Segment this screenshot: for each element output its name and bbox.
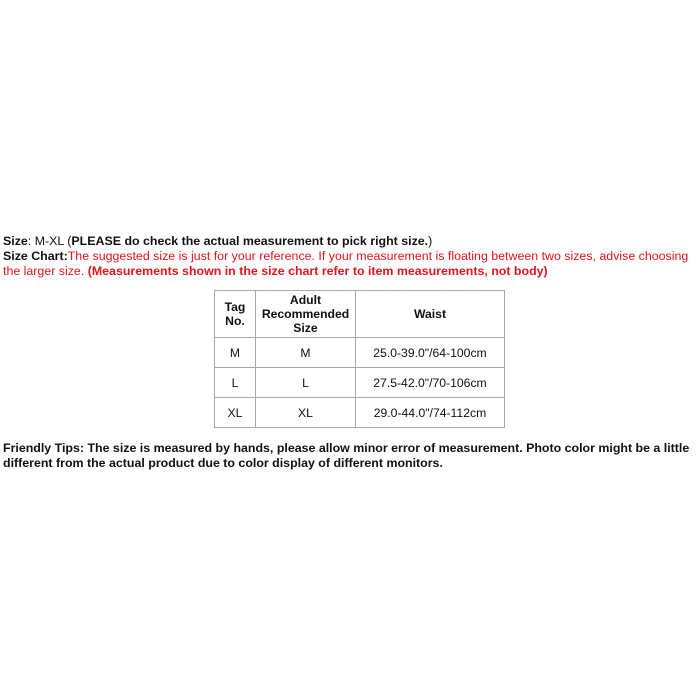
- size-chart-line: [3, 249, 700, 279]
- table-row: [215, 398, 505, 428]
- table-cell: M: [215, 338, 256, 368]
- size-chart-emphasis: (Measurements shown in the size chart refer to item measurements, not body): [87, 264, 548, 278]
- size-info-block: [3, 234, 700, 279]
- size-chart-colon: :: [63, 249, 68, 263]
- size-value: M-XL: [34, 234, 64, 248]
- table-header-row: [215, 291, 505, 338]
- header-waist: Waist: [356, 291, 505, 338]
- size-chart-label: Size Chart: [3, 249, 64, 263]
- table-cell: 27.5-42.0"/70-106cm: [356, 368, 505, 398]
- table-cell: L: [256, 368, 356, 398]
- size-table: [214, 290, 505, 428]
- table-cell: 29.0-44.0"/74-112cm: [356, 398, 505, 428]
- table-cell: XL: [215, 398, 256, 428]
- header-tag-no: Tag No.: [215, 291, 256, 338]
- size-chart-text: The suggested size is just for your reference. If your measurement is floating between two sizes, advise choosing the larger size.: [3, 249, 689, 278]
- table-row: [215, 368, 505, 398]
- table-cell: L: [215, 368, 256, 398]
- size-note-bold: PLEASE: [71, 234, 121, 248]
- table-cell: XL: [256, 398, 356, 428]
- friendly-tips: Friendly Tips: The size is measured by hands, please allow minor error of measurement. Photo color might be a little different from the actual product due to color display of different monitors.: [3, 441, 690, 470]
- size-label: Size: [3, 234, 28, 248]
- size-note-open: (: [63, 234, 72, 248]
- size-line: [3, 234, 700, 249]
- table-cell: 25.0-39.0"/64-100cm: [356, 338, 505, 368]
- table-cell: M: [256, 338, 356, 368]
- table-row: [215, 338, 505, 368]
- size-colon: :: [27, 234, 35, 248]
- header-recommended-size: Adult Recommended Size: [256, 291, 356, 338]
- size-note-close: ): [428, 234, 433, 248]
- size-note-rest: do check the actual measurement to pick right size.: [121, 234, 429, 248]
